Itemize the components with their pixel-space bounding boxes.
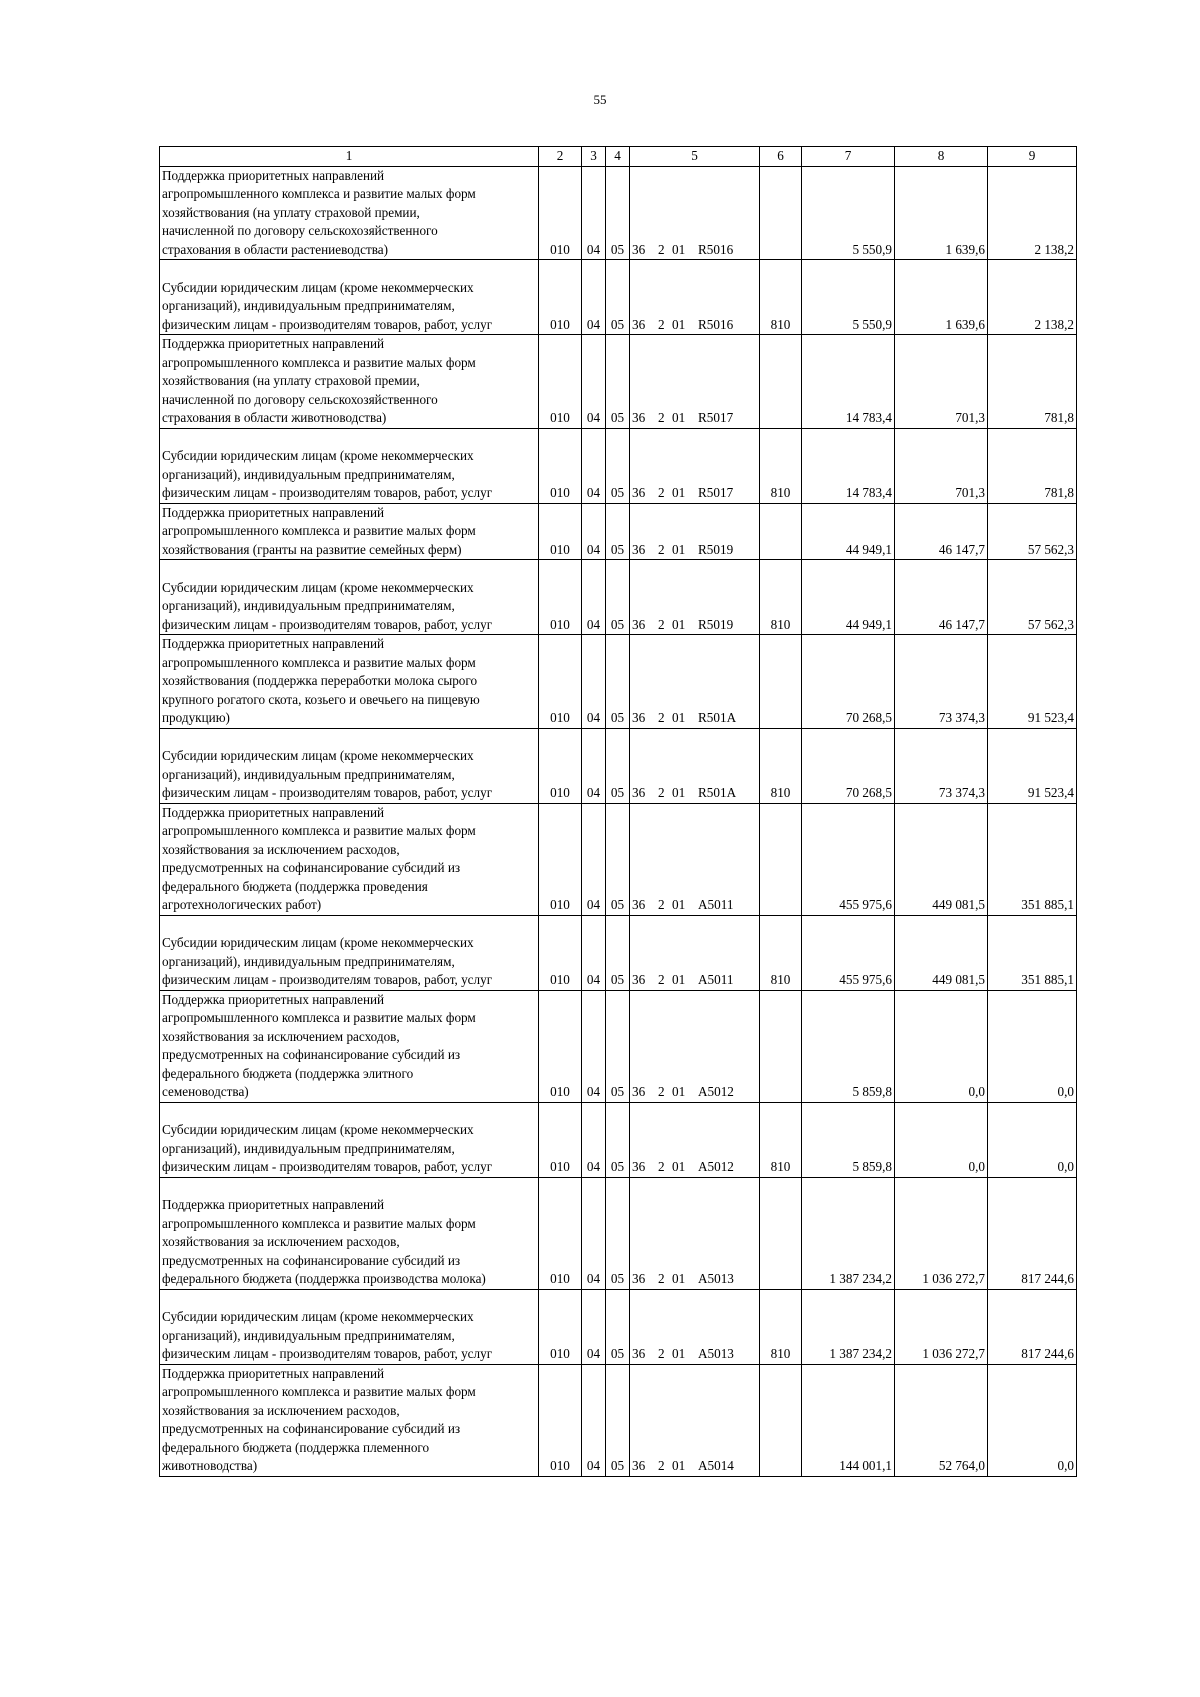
target-article-segment: R5019 (698, 541, 734, 557)
target-article-segment: 2 (658, 541, 665, 557)
ministry-code: 010 (539, 915, 582, 990)
target-article-segment: 2 (658, 410, 665, 425)
column-numbers-row (160, 147, 1077, 167)
row-description (160, 635, 539, 729)
section-code: 04 (582, 335, 606, 429)
ministry-code: 010 (539, 260, 582, 335)
section-code: 04 (582, 915, 606, 990)
target-article-segment: 36 (632, 897, 646, 912)
section-code: 04 (582, 990, 606, 1102)
target-article-segment: 36 (632, 410, 646, 425)
amount-year-2: 0,0 (895, 990, 988, 1102)
description-line: агропромышленного комплекса и развитие малых форм (162, 654, 476, 670)
amount-year-1: 1 387 234,2 (802, 1177, 895, 1289)
description-line: Субсидии юридическим лицам (кроме некоммерческих (162, 579, 474, 595)
description-line: Субсидии юридическим лицам (кроме некоммерческих (162, 748, 474, 763)
table-row (160, 990, 1077, 1102)
section-code: 04 (582, 728, 606, 803)
target-article-segment: A5013 (698, 1271, 734, 1286)
amount-year-2: 1 639,6 (895, 260, 988, 335)
target-article-code (630, 1289, 760, 1364)
target-article-segment: 01 (672, 541, 686, 557)
description-line: физическим лицам - производителям товаров, работ, услуг (162, 1346, 493, 1361)
target-article-segment: 36 (632, 316, 646, 332)
expense-type-code: 810 (760, 728, 802, 803)
amount-year-3: 57 562,3 (988, 503, 1077, 560)
expense-type-code (760, 1177, 802, 1289)
table-row (160, 166, 1077, 260)
description-line: организаций), индивидуальным предпринимателям, (162, 298, 455, 313)
row-description (160, 1289, 539, 1364)
row-description (160, 728, 539, 803)
target-article-segment: 01 (672, 897, 686, 912)
column-header: 3 (582, 147, 606, 167)
target-article-code (630, 428, 760, 503)
subsection-code: 05 (606, 1364, 630, 1476)
description-line: начисленной по договору сельскохозяйственного (162, 223, 438, 238)
row-description (160, 990, 539, 1102)
amount-year-1: 44 949,1 (802, 503, 895, 560)
ministry-code: 010 (539, 728, 582, 803)
target-article-code (630, 560, 760, 635)
row-description (160, 1177, 539, 1289)
target-article-segment: 01 (672, 1084, 686, 1099)
expense-type-code: 810 (760, 560, 802, 635)
target-article-code (630, 503, 760, 560)
description-line: продукцию) (162, 710, 230, 725)
description-line: организаций), индивидуальным предпринимателям, (162, 953, 455, 969)
table-row (160, 260, 1077, 335)
table-row (160, 428, 1077, 503)
amount-year-2: 1 036 272,7 (895, 1289, 988, 1364)
description-line: агропромышленного комплекса и развитие малых форм (162, 1215, 476, 1231)
target-article-segment: 2 (658, 1346, 665, 1361)
expense-type-code: 810 (760, 260, 802, 335)
target-article-segment: 36 (632, 1458, 646, 1473)
description-line: предусмотренных на софинансирование субсидий из (162, 1252, 461, 1268)
description-line: Поддержка приоритетных направлений (162, 504, 385, 520)
amount-year-1: 5 859,8 (802, 990, 895, 1102)
description-line: федерального бюджета (поддержка племенного (162, 1439, 430, 1455)
description-line: Поддержка приоритетных направлений (162, 1197, 385, 1212)
target-article-segment: 2 (658, 710, 665, 725)
target-article-segment: R501A (698, 710, 737, 725)
target-article-segment: 36 (632, 241, 646, 257)
amount-year-3: 351 885,1 (988, 803, 1077, 915)
target-article-segment: 01 (672, 710, 686, 725)
amount-year-3: 0,0 (988, 1102, 1077, 1177)
table-row (160, 1102, 1077, 1177)
ministry-code: 010 (539, 1177, 582, 1289)
description-line: Поддержка приоритетных направлений (162, 804, 385, 820)
section-code: 04 (582, 260, 606, 335)
row-description (160, 166, 539, 260)
description-line: физическим лицам - производителям товаров, работ, услуг (162, 485, 493, 500)
description-line: Поддержка приоритетных направлений (162, 1365, 385, 1381)
amount-year-1: 14 783,4 (802, 335, 895, 429)
expense-type-code (760, 335, 802, 429)
amount-year-2: 701,3 (895, 428, 988, 503)
target-article-segment: 36 (632, 616, 646, 632)
description-line: Поддержка приоритетных направлений (162, 636, 385, 651)
table-row (160, 560, 1077, 635)
budget-table (159, 146, 1077, 1477)
section-code: 04 (582, 803, 606, 915)
amount-year-3: 781,8 (988, 335, 1077, 429)
amount-year-3: 2 138,2 (988, 260, 1077, 335)
target-article-segment: A5012 (698, 1159, 734, 1174)
target-article-code (630, 915, 760, 990)
description-line: организаций), индивидуальным предпринимателям, (162, 1327, 455, 1343)
amount-year-1: 455 975,6 (802, 915, 895, 990)
ministry-code: 010 (539, 560, 582, 635)
row-description (160, 560, 539, 635)
description-line: Субсидии юридическим лицам (кроме некоммерческих (162, 1122, 474, 1137)
column-header: 9 (988, 147, 1077, 167)
amount-year-3: 0,0 (988, 1364, 1077, 1476)
amount-year-2: 46 147,7 (895, 503, 988, 560)
description-line: Субсидии юридическим лицам (кроме некоммерческих (162, 935, 474, 950)
row-description (160, 428, 539, 503)
section-code: 04 (582, 428, 606, 503)
description-line: хозяйствования за исключением расходов, (162, 1234, 400, 1249)
target-article-segment: 36 (632, 710, 646, 725)
amount-year-3: 91 523,4 (988, 635, 1077, 729)
amount-year-1: 144 001,1 (802, 1364, 895, 1476)
section-code: 04 (582, 1364, 606, 1476)
amount-year-3: 0,0 (988, 990, 1077, 1102)
target-article-code (630, 260, 760, 335)
section-code: 04 (582, 560, 606, 635)
target-article-segment: 2 (658, 785, 665, 800)
section-code: 04 (582, 503, 606, 560)
table-row (160, 1364, 1077, 1476)
subsection-code: 05 (606, 728, 630, 803)
description-line: агропромышленного комплекса и развитие малых форм (162, 1384, 476, 1399)
target-article-code (630, 635, 760, 729)
ministry-code: 010 (539, 990, 582, 1102)
target-article-segment: 01 (672, 1346, 686, 1361)
amount-year-2: 1 639,6 (895, 166, 988, 260)
description-line: Поддержка приоритетных направлений (162, 167, 385, 183)
table-row (160, 635, 1077, 729)
target-article-code (630, 1364, 760, 1476)
subsection-code: 05 (606, 335, 630, 429)
subsection-code: 05 (606, 803, 630, 915)
amount-year-1: 5 550,9 (802, 260, 895, 335)
subsection-code: 05 (606, 1102, 630, 1177)
description-line: агропромышленного комплекса и развитие малых форм (162, 354, 476, 370)
description-line: страхования в области животноводства) (162, 410, 387, 425)
ministry-code: 010 (539, 166, 582, 260)
target-article-segment: 36 (632, 541, 646, 557)
description-line: агропромышленного комплекса и развитие малых форм (162, 1010, 476, 1025)
description-line: физическим лицам - производителям товаров, работ, услуг (162, 972, 493, 987)
expense-type-code (760, 803, 802, 915)
expense-type-code: 810 (760, 915, 802, 990)
target-article-segment: 01 (672, 616, 686, 632)
description-line: организаций), индивидуальным предпринимателям, (162, 1140, 455, 1156)
target-article-segment: 36 (632, 1271, 646, 1286)
target-article-segment: 2 (658, 1458, 665, 1473)
description-line: агропромышленного комплекса и развитие малых форм (162, 186, 476, 201)
target-article-segment: R5017 (698, 410, 734, 425)
description-line: федерального бюджета (поддержка элитного (162, 1065, 414, 1081)
amount-year-1: 455 975,6 (802, 803, 895, 915)
row-description (160, 915, 539, 990)
amount-year-2: 73 374,3 (895, 728, 988, 803)
description-line: животноводства) (162, 1458, 258, 1473)
target-article-code (630, 803, 760, 915)
description-line: Поддержка приоритетных направлений (162, 991, 385, 1007)
target-article-segment: 36 (632, 972, 646, 987)
target-article-segment: A5011 (698, 897, 734, 912)
expense-type-code (760, 1364, 802, 1476)
description-line: семеноводства) (162, 1084, 249, 1099)
target-article-segment: 36 (632, 1159, 646, 1174)
description-line: крупного рогатого скота, козьего и овечьего на пищевую (162, 691, 480, 707)
row-description (160, 260, 539, 335)
target-article-code (630, 1177, 760, 1289)
section-code: 04 (582, 635, 606, 729)
table-row (160, 1177, 1077, 1289)
target-article-segment: 2 (658, 616, 665, 632)
amount-year-2: 449 081,5 (895, 803, 988, 915)
table-row (160, 915, 1077, 990)
target-article-segment: R5016 (698, 316, 734, 332)
page-number: 55 (593, 92, 607, 107)
amount-year-3: 817 244,6 (988, 1289, 1077, 1364)
description-line: федерального бюджета (поддержка проведения (162, 878, 428, 894)
column-header: 4 (606, 147, 630, 167)
amount-year-1: 70 268,5 (802, 728, 895, 803)
target-article-segment: 01 (672, 241, 686, 257)
table-row (160, 728, 1077, 803)
row-description (160, 1364, 539, 1476)
target-article-code (630, 335, 760, 429)
ministry-code: 010 (539, 503, 582, 560)
amount-year-3: 2 138,2 (988, 166, 1077, 260)
description-line: организаций), индивидуальным предпринимателям, (162, 598, 455, 613)
description-line: страхования в области растениеводства) (162, 241, 389, 257)
subsection-code: 05 (606, 990, 630, 1102)
target-article-segment: 2 (658, 485, 665, 500)
target-article-code (630, 728, 760, 803)
row-description (160, 335, 539, 429)
amount-year-2: 449 081,5 (895, 915, 988, 990)
description-line: Субсидии юридическим лицам (кроме некоммерческих (162, 279, 474, 295)
target-article-segment: 2 (658, 241, 665, 257)
target-article-segment: 2 (658, 1159, 665, 1174)
amount-year-3: 57 562,3 (988, 560, 1077, 635)
subsection-code: 05 (606, 1177, 630, 1289)
column-header: 1 (160, 147, 539, 167)
amount-year-2: 52 764,0 (895, 1364, 988, 1476)
target-article-segment: A5012 (698, 1084, 734, 1099)
subsection-code: 05 (606, 428, 630, 503)
table-row (160, 1289, 1077, 1364)
expense-type-code (760, 503, 802, 560)
target-article-segment: 2 (658, 897, 665, 912)
expense-type-code: 810 (760, 428, 802, 503)
target-article-code (630, 166, 760, 260)
target-article-code (630, 1102, 760, 1177)
column-header: 6 (760, 147, 802, 167)
row-description (160, 803, 539, 915)
amount-year-2: 46 147,7 (895, 560, 988, 635)
description-line: агропромышленного комплекса и развитие малых форм (162, 823, 476, 838)
target-article-segment: 01 (672, 410, 686, 425)
description-line: физическим лицам - производителям товаров, работ, услуг (162, 316, 493, 332)
target-article-segment: R5017 (698, 485, 734, 500)
amount-year-2: 73 374,3 (895, 635, 988, 729)
description-line: предусмотренных на софинансирование субсидий из (162, 1047, 461, 1062)
amount-year-3: 351 885,1 (988, 915, 1077, 990)
target-article-segment: A5014 (698, 1458, 734, 1473)
target-article-segment: 01 (672, 485, 686, 500)
target-article-segment: 01 (672, 316, 686, 332)
subsection-code: 05 (606, 915, 630, 990)
amount-year-2: 701,3 (895, 335, 988, 429)
target-article-segment: 2 (658, 1084, 665, 1099)
description-line: физическим лицам - производителям товаров, работ, услуг (162, 616, 493, 632)
target-article-segment: 01 (672, 1271, 686, 1286)
target-article-segment: 01 (672, 785, 686, 800)
amount-year-1: 44 949,1 (802, 560, 895, 635)
section-code: 04 (582, 1289, 606, 1364)
target-article-segment: 36 (632, 1346, 646, 1361)
amount-year-1: 1 387 234,2 (802, 1289, 895, 1364)
target-article-segment: A5011 (698, 972, 734, 987)
target-article-segment: R5019 (698, 616, 734, 632)
target-article-segment: 01 (672, 1159, 686, 1174)
table-row (160, 503, 1077, 560)
target-article-segment: 2 (658, 972, 665, 987)
subsection-code: 05 (606, 166, 630, 260)
ministry-code: 010 (539, 1102, 582, 1177)
description-line: хозяйствования за исключением расходов, (162, 841, 400, 857)
ministry-code: 010 (539, 1289, 582, 1364)
target-article-segment: R501A (698, 785, 737, 800)
amount-year-3: 781,8 (988, 428, 1077, 503)
subsection-code: 05 (606, 560, 630, 635)
target-article-segment: 01 (672, 1458, 686, 1473)
expense-type-code: 810 (760, 1102, 802, 1177)
amount-year-2: 0,0 (895, 1102, 988, 1177)
target-article-code (630, 990, 760, 1102)
description-line: физическим лицам - производителям товаров, работ, услуг (162, 785, 493, 800)
table-row (160, 803, 1077, 915)
subsection-code: 05 (606, 503, 630, 560)
description-line: хозяйствования за исключением расходов, (162, 1028, 400, 1044)
ministry-code: 010 (539, 1364, 582, 1476)
amount-year-1: 5 859,8 (802, 1102, 895, 1177)
target-article-segment: 36 (632, 1084, 646, 1099)
expense-type-code (760, 166, 802, 260)
subsection-code: 05 (606, 635, 630, 729)
amount-year-3: 91 523,4 (988, 728, 1077, 803)
section-code: 04 (582, 1177, 606, 1289)
row-description (160, 503, 539, 560)
description-line: федерального бюджета (поддержка производства молока) (162, 1271, 486, 1286)
description-line: хозяйствования (поддержка переработки молока сырого (162, 673, 478, 688)
description-line: предусмотренных на софинансирование субсидий из (162, 860, 461, 875)
column-header: 7 (802, 147, 895, 167)
target-article-segment: A5013 (698, 1346, 734, 1361)
target-article-segment: 2 (658, 1271, 665, 1286)
row-description (160, 1102, 539, 1177)
description-line: агропромышленного комплекса и развитие малых форм (162, 523, 476, 538)
column-header: 8 (895, 147, 988, 167)
description-line: организаций), индивидуальным предпринимателям, (162, 466, 455, 482)
description-line: Субсидии юридическим лицам (кроме некоммерческих (162, 448, 474, 463)
amount-year-2: 1 036 272,7 (895, 1177, 988, 1289)
target-article-segment: R5016 (698, 241, 734, 257)
ministry-code: 010 (539, 428, 582, 503)
description-line: Субсидии юридическим лицам (кроме некоммерческих (162, 1309, 474, 1324)
expense-type-code: 810 (760, 1289, 802, 1364)
target-article-segment: 01 (672, 972, 686, 987)
section-code: 04 (582, 1102, 606, 1177)
description-line: хозяйствования за исключением расходов, (162, 1402, 400, 1418)
description-line: начисленной по договору сельскохозяйственного (162, 391, 438, 407)
description-line: организаций), индивидуальным предпринимателям, (162, 766, 455, 782)
target-article-segment: 36 (632, 485, 646, 500)
description-line: Поддержка приоритетных направлений (162, 336, 385, 351)
subsection-code: 05 (606, 260, 630, 335)
amount-year-3: 817 244,6 (988, 1177, 1077, 1289)
description-line: хозяйствования (гранты на развитие семейных ферм) (162, 541, 462, 557)
ministry-code: 010 (539, 635, 582, 729)
amount-year-1: 5 550,9 (802, 166, 895, 260)
ministry-code: 010 (539, 335, 582, 429)
amount-year-1: 70 268,5 (802, 635, 895, 729)
expense-type-code (760, 635, 802, 729)
description-line: физическим лицам - производителям товаров, работ, услуг (162, 1159, 493, 1174)
column-header: 2 (539, 147, 582, 167)
ministry-code: 010 (539, 803, 582, 915)
amount-year-1: 14 783,4 (802, 428, 895, 503)
table-row (160, 335, 1077, 429)
target-article-segment: 36 (632, 785, 646, 800)
target-article-segment: 2 (658, 316, 665, 332)
description-line: хозяйствования (на уплату страховой премии, (162, 204, 420, 220)
expense-type-code (760, 990, 802, 1102)
description-line: предусмотренных на софинансирование субсидий из (162, 1421, 461, 1436)
column-header: 5 (630, 147, 760, 167)
subsection-code: 05 (606, 1289, 630, 1364)
description-line: агротехнологических работ) (162, 897, 322, 912)
section-code: 04 (582, 166, 606, 260)
description-line: хозяйствования (на уплату страховой премии, (162, 373, 420, 388)
